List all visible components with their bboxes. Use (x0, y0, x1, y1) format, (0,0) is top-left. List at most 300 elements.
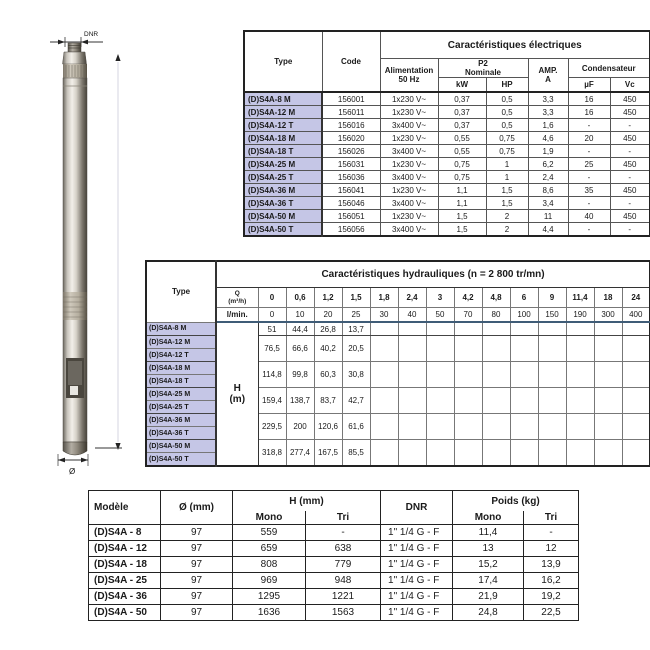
value-cell: 156020 (322, 132, 380, 145)
electrical-row (244, 106, 650, 119)
value-cell: 19,2 (524, 589, 579, 605)
lmin-value-cell: 400 (622, 308, 650, 323)
type-cell: (D)S4A-12 T (146, 349, 216, 362)
hydraulic-col-type: Type (146, 261, 216, 322)
dimensions-row (89, 605, 579, 621)
value-cell: - (610, 119, 650, 132)
head-value-cell (538, 336, 566, 362)
value-cell: 1,6 (528, 119, 568, 132)
h-label: H (233, 383, 241, 394)
head-value-cell (426, 322, 454, 336)
value-cell: 1563 (306, 605, 381, 621)
type-cell: (D)S4A-36 T (146, 427, 216, 440)
head-value-cell (594, 388, 622, 414)
head-value-cell (482, 414, 510, 440)
value-cell: 1636 (233, 605, 306, 621)
value-cell: 1,1 (438, 197, 486, 210)
type-cell: (D)S4A-18 T (146, 375, 216, 388)
value-cell: 13 (453, 541, 524, 557)
type-cell: (D)S4A-50 T (244, 223, 322, 237)
electrical-table-body (244, 92, 650, 236)
head-value-cell: 159,4 (258, 388, 286, 414)
value-cell: - (568, 119, 610, 132)
value-cell: 0,37 (438, 119, 486, 132)
head-value-cell (454, 336, 482, 362)
value-cell: - (568, 223, 610, 237)
lmin-value-cell: 80 (482, 308, 510, 323)
head-value-cell: 20,5 (342, 336, 370, 362)
value-cell: 3x400 V~ (380, 171, 438, 184)
dimensions-col-dnr: DNR (381, 491, 453, 525)
value-cell: 1,5 (438, 223, 486, 237)
dimensions-row (89, 573, 579, 589)
value-cell: 450 (610, 158, 650, 171)
head-value-cell (538, 414, 566, 440)
value-cell: 1295 (233, 589, 306, 605)
lmin-value-cell: 150 (538, 308, 566, 323)
electrical-col-hp: HP (486, 78, 528, 93)
electrical-col-amp (528, 59, 568, 93)
value-cell: 808 (233, 557, 306, 573)
value-cell: 0,55 (438, 132, 486, 145)
lmin-label: l/min. (216, 308, 258, 323)
value-cell: 156056 (322, 223, 380, 237)
h-tri-label: Tri (306, 511, 381, 525)
value-cell: 450 (610, 184, 650, 197)
type-cell: (D)S4A-50 T (146, 453, 216, 467)
q-unit: (m³/h) (228, 297, 247, 305)
value-cell: 156041 (322, 184, 380, 197)
dnr-dimension-label: DNR (84, 31, 99, 38)
head-value-cell: 44,4 (286, 322, 314, 336)
value-cell: 97 (161, 557, 233, 573)
value-cell: 8,6 (528, 184, 568, 197)
value-cell: 22,5 (524, 605, 579, 621)
electrical-row (244, 197, 650, 210)
head-value-cell: 42,7 (342, 388, 370, 414)
value-cell: 559 (233, 525, 306, 541)
q-value-cell: 1,5 (342, 288, 370, 308)
diameter-dimension-label: Ø (69, 467, 76, 476)
head-value-cell (426, 414, 454, 440)
head-value-cell: 167,5 (314, 440, 342, 467)
head-value-cell (566, 414, 594, 440)
head-value-cell (370, 362, 398, 388)
head-value-cell (426, 336, 454, 362)
head-value-cell (594, 362, 622, 388)
head-value-cell (398, 336, 426, 362)
value-cell: 1x230 V~ (380, 210, 438, 223)
value-cell: 3,3 (528, 92, 568, 106)
poids-tri-label: Tri (524, 511, 579, 525)
electrical-col-code: Code (322, 31, 380, 92)
value-cell: - (306, 525, 381, 541)
q-value-cell: 2,4 (398, 288, 426, 308)
head-value-cell (566, 322, 594, 336)
value-cell: 12 (524, 541, 579, 557)
value-cell: 2,4 (528, 171, 568, 184)
head-value-cell (622, 362, 650, 388)
q-label: Q (234, 289, 240, 297)
value-cell: 948 (306, 573, 381, 589)
head-value-cell: 114,8 (258, 362, 286, 388)
type-cell: (D)S4A-18 M (146, 362, 216, 375)
value-cell: 17,4 (453, 573, 524, 589)
value-cell: 40 (568, 210, 610, 223)
value-cell: 1x230 V~ (380, 92, 438, 106)
electrical-row (244, 145, 650, 158)
q-value-cell: 11,4 (566, 288, 594, 308)
type-cell: (D)S4A-25 T (146, 401, 216, 414)
type-cell: (D)S4A-50 M (244, 210, 322, 223)
value-cell: 638 (306, 541, 381, 557)
value-cell: 0,75 (438, 171, 486, 184)
value-cell: 15,2 (453, 557, 524, 573)
value-cell: 0,5 (486, 119, 528, 132)
head-value-cell (454, 322, 482, 336)
head-value-cell (398, 388, 426, 414)
head-value-cell: 66,6 (286, 336, 314, 362)
head-value-cell (594, 414, 622, 440)
hydraulic-table (145, 260, 650, 467)
dimensions-row (89, 589, 579, 605)
model-cell: (D)S4A - 36 (89, 589, 161, 605)
value-cell: 3,4 (528, 197, 568, 210)
value-cell: 0,55 (438, 145, 486, 158)
dnr-cell: 1" 1/4 G - F (381, 605, 453, 621)
value-cell: - (524, 525, 579, 541)
head-value-cell (510, 440, 538, 467)
alimentation-freq-label: 50 Hz (398, 75, 420, 84)
value-cell: 2 (486, 223, 528, 237)
head-value-cell: 51 (258, 322, 286, 336)
model-cell: (D)S4A - 8 (89, 525, 161, 541)
value-cell: 20 (568, 132, 610, 145)
value-cell: 1x230 V~ (380, 106, 438, 119)
dimensions-col-modele: Modèle (89, 491, 161, 525)
value-cell: 450 (610, 132, 650, 145)
value-cell: 97 (161, 525, 233, 541)
value-cell: 1,5 (486, 184, 528, 197)
head-value-cell (594, 440, 622, 467)
value-cell: 156046 (322, 197, 380, 210)
head-value-cell (566, 362, 594, 388)
head-value-cell: 277,4 (286, 440, 314, 467)
value-cell: 156011 (322, 106, 380, 119)
value-cell: 11,4 (453, 525, 524, 541)
p2-label: P2 (478, 59, 488, 68)
value-cell: 4,4 (528, 223, 568, 237)
value-cell: 450 (610, 106, 650, 119)
head-value-cell (370, 336, 398, 362)
value-cell: - (610, 223, 650, 237)
type-cell: (D)S4A-18 T (244, 145, 322, 158)
value-cell: 16 (568, 106, 610, 119)
pump-image (25, 10, 145, 490)
value-cell: 3x400 V~ (380, 119, 438, 132)
value-cell: 11 (528, 210, 568, 223)
head-value-cell (538, 440, 566, 467)
head-value-cell (482, 362, 510, 388)
head-value-cell (538, 322, 566, 336)
value-cell: 1x230 V~ (380, 184, 438, 197)
h-mono-label: Mono (233, 511, 306, 525)
electrical-col-kw: kW (438, 78, 486, 93)
q-value-cell: 24 (622, 288, 650, 308)
value-cell: 0,37 (438, 92, 486, 106)
head-value-cell: 26,8 (314, 322, 342, 336)
value-cell: 3x400 V~ (380, 223, 438, 237)
head-value-cell (538, 362, 566, 388)
head-value-cell (454, 440, 482, 467)
head-value-cell: 60,3 (314, 362, 342, 388)
type-cell: (D)S4A-8 M (244, 92, 322, 106)
head-value-cell (594, 322, 622, 336)
value-cell: 1x230 V~ (380, 158, 438, 171)
lmin-value-cell: 100 (510, 308, 538, 323)
q-value-cell: 4,2 (454, 288, 482, 308)
value-cell: 3x400 V~ (380, 197, 438, 210)
lmin-value-cell: 10 (286, 308, 314, 323)
dimensions-row (89, 557, 579, 573)
value-cell: 0,5 (486, 106, 528, 119)
lmin-value-cell: 0 (258, 308, 286, 323)
head-value-cell (566, 440, 594, 467)
electrical-row (244, 92, 650, 106)
head-value-cell (482, 336, 510, 362)
value-cell: 969 (233, 573, 306, 589)
value-cell: 156036 (322, 171, 380, 184)
electrical-col-alimentation (380, 59, 438, 93)
head-value-cell (510, 362, 538, 388)
electrical-row (244, 184, 650, 197)
electrical-row (244, 132, 650, 145)
head-value-cell: 229,5 (258, 414, 286, 440)
type-cell: (D)S4A-36 M (244, 184, 322, 197)
h-unit-label: (m) (229, 394, 246, 405)
head-value-cell (622, 336, 650, 362)
value-cell: 1,5 (438, 210, 486, 223)
value-cell: 0,75 (438, 158, 486, 171)
dimensions-col-poids: Poids (kg) (453, 491, 579, 512)
model-cell: (D)S4A - 25 (89, 573, 161, 589)
head-value-cell (510, 414, 538, 440)
q-value-cell: 0,6 (286, 288, 314, 308)
electrical-row (244, 210, 650, 223)
value-cell: 4,6 (528, 132, 568, 145)
electrical-row (244, 119, 650, 132)
head-value-cell: 76,5 (258, 336, 286, 362)
value-cell: - (610, 197, 650, 210)
value-cell: 97 (161, 605, 233, 621)
head-value-cell (370, 322, 398, 336)
value-cell: 21,9 (453, 589, 524, 605)
head-value-cell: 13,7 (342, 322, 370, 336)
head-value-cell (398, 440, 426, 467)
p2-nominale-label: Nominale (464, 68, 501, 77)
type-cell: (D)S4A-36 T (244, 197, 322, 210)
lmin-value-cell: 70 (454, 308, 482, 323)
type-cell: (D)S4A-25 T (244, 171, 322, 184)
head-value-cell (370, 388, 398, 414)
electrical-row (244, 171, 650, 184)
value-cell: 1 (486, 171, 528, 184)
q-value-cell: 1,8 (370, 288, 398, 308)
q-value-cell: 6 (510, 288, 538, 308)
q-value-cell: 1,2 (314, 288, 342, 308)
value-cell: 97 (161, 573, 233, 589)
q-value-cell: 4,8 (482, 288, 510, 308)
amp-unit-label: A (545, 75, 551, 84)
dimensions-row (89, 525, 579, 541)
q-unit-label (216, 288, 258, 308)
value-cell: 1 (486, 158, 528, 171)
dnr-cell: 1" 1/4 G - F (381, 589, 453, 605)
pump-body (63, 43, 88, 455)
head-value-cell (398, 322, 426, 336)
dnr-cell: 1" 1/4 G - F (381, 573, 453, 589)
electrical-col-uf: µF (568, 78, 610, 93)
alimentation-label: Alimentation (384, 66, 434, 75)
head-value-cell (482, 440, 510, 467)
model-cell: (D)S4A - 18 (89, 557, 161, 573)
lmin-value-cell: 300 (594, 308, 622, 323)
type-cell: (D)S4A-50 M (146, 440, 216, 453)
head-value-cell (454, 388, 482, 414)
value-cell: 659 (233, 541, 306, 557)
head-value-cell: 40,2 (314, 336, 342, 362)
head-value-cell (622, 414, 650, 440)
value-cell: 16 (568, 92, 610, 106)
value-cell: 1,9 (528, 145, 568, 158)
dimensions-col-diameter: Ø (mm) (161, 491, 233, 525)
value-cell: 1,1 (438, 184, 486, 197)
head-value-cell: 99,8 (286, 362, 314, 388)
q-value-cell: 18 (594, 288, 622, 308)
head-value-cell (622, 322, 650, 336)
hydraulic-q-row (146, 288, 650, 308)
dimensions-row (89, 541, 579, 557)
type-cell: (D)S4A-18 M (244, 132, 322, 145)
q-value-cell: 3 (426, 288, 454, 308)
head-value-cell: 61,6 (342, 414, 370, 440)
value-cell: 13,9 (524, 557, 579, 573)
head-value-cell (370, 440, 398, 467)
head-value-cell: 83,7 (314, 388, 342, 414)
head-value-cell (622, 388, 650, 414)
electrical-table (243, 30, 650, 237)
value-cell: 156001 (322, 92, 380, 106)
q-value-cell: 9 (538, 288, 566, 308)
lmin-value-cell: 40 (398, 308, 426, 323)
dimensions-col-h: H (mm) (233, 491, 381, 512)
electrical-col-p2 (438, 59, 528, 78)
lmin-value-cell: 190 (566, 308, 594, 323)
value-cell: - (568, 171, 610, 184)
q-value-cell: 0 (258, 288, 286, 308)
value-cell: 156026 (322, 145, 380, 158)
value-cell: 156031 (322, 158, 380, 171)
value-cell: 24,8 (453, 605, 524, 621)
head-value-cell: 120,6 (314, 414, 342, 440)
head-value-cell: 318,8 (258, 440, 286, 467)
head-value-cell (622, 440, 650, 467)
value-cell: 6,2 (528, 158, 568, 171)
value-cell: 0,37 (438, 106, 486, 119)
head-value-cell (594, 336, 622, 362)
lmin-value-cell: 25 (342, 308, 370, 323)
type-cell: (D)S4A-12 M (244, 106, 322, 119)
value-cell: 97 (161, 589, 233, 605)
type-cell: (D)S4A-12 T (244, 119, 322, 132)
head-value-cell (566, 336, 594, 362)
value-cell: 779 (306, 557, 381, 573)
head-value-cell (538, 388, 566, 414)
head-value-cell (510, 336, 538, 362)
value-cell: 97 (161, 541, 233, 557)
dnr-cell: 1" 1/4 G - F (381, 525, 453, 541)
value-cell: 2 (486, 210, 528, 223)
electrical-row (244, 158, 650, 171)
head-value-cell (426, 388, 454, 414)
model-cell: (D)S4A - 50 (89, 605, 161, 621)
head-value-cell (426, 362, 454, 388)
head-value-cell (454, 362, 482, 388)
type-cell: (D)S4A-8 M (146, 322, 216, 336)
type-cell: (D)S4A-12 M (146, 336, 216, 349)
head-value-cell (398, 414, 426, 440)
head-value-cell (482, 388, 510, 414)
value-cell: 3,3 (528, 106, 568, 119)
height-dimension (95, 54, 122, 450)
poids-mono-label: Mono (453, 511, 524, 525)
hydraulic-title: Caractéristiques hydrauliques (n = 2 800 tr/mn) (216, 261, 650, 288)
value-cell: 1x230 V~ (380, 132, 438, 145)
dimensions-table (88, 490, 579, 621)
electrical-col-condensateur: Condensateur (568, 59, 650, 78)
h-m-label (216, 322, 258, 466)
amp-label: AMP. (538, 66, 558, 75)
value-cell: 156051 (322, 210, 380, 223)
electrical-col-vc: Vc (610, 78, 650, 93)
type-cell: (D)S4A-36 M (146, 414, 216, 427)
head-value-cell (370, 414, 398, 440)
value-cell: - (610, 145, 650, 158)
value-cell: 450 (610, 92, 650, 106)
hydraulic-lmin-row (146, 308, 650, 323)
value-cell: - (610, 171, 650, 184)
head-value-cell: 138,7 (286, 388, 314, 414)
value-cell: 0,75 (486, 132, 528, 145)
dnr-cell: 1" 1/4 G - F (381, 541, 453, 557)
dnr-cell: 1" 1/4 G - F (381, 557, 453, 573)
value-cell: - (568, 145, 610, 158)
value-cell: 3x400 V~ (380, 145, 438, 158)
value-cell: 0,5 (486, 92, 528, 106)
value-cell: 450 (610, 210, 650, 223)
head-value-cell: 85,5 (342, 440, 370, 467)
lmin-value-cell: 20 (314, 308, 342, 323)
electrical-col-type: Type (244, 31, 322, 92)
lmin-value-cell: 50 (426, 308, 454, 323)
head-value-cell: 200 (286, 414, 314, 440)
head-value-cell: 30,8 (342, 362, 370, 388)
electrical-row (244, 223, 650, 237)
value-cell: 16,2 (524, 573, 579, 589)
type-cell: (D)S4A-25 M (146, 388, 216, 401)
electrical-title: Caractéristiques électriques (380, 31, 650, 59)
value-cell: 0,75 (486, 145, 528, 158)
